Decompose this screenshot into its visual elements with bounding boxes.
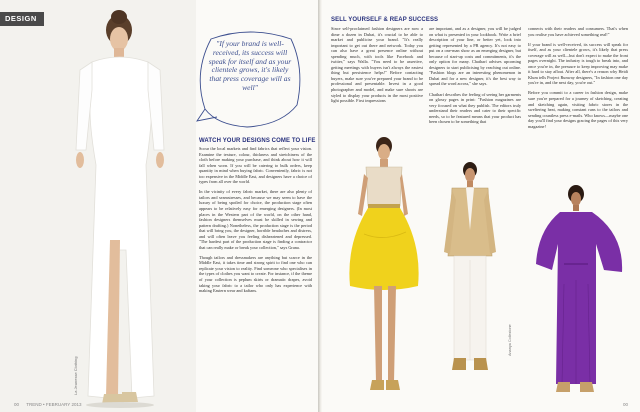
page-number: 00	[14, 402, 20, 407]
issue-label: TREND • FEBRUARY 2013	[26, 402, 82, 407]
paragraph: In the vicinity of every fabric market, there are also plenty of tailors and seamstresses, and because we may seem to have the luxury of being spoiled for choice, the production stage often appears to be relatively easy for emerging designers. (In most places in the Western part of the world, on the other hand, fashion designers themselves must be skilled in sewing and pattern drafting.) Nonetheless, the production stage is the period that will bring you, the designer, horrible headaches and distress, and will often leave you feeling disheartened and depressed. "The hardest part of the production stage is finding a contractor that can really make or break your collection," says Grana.	[199, 189, 312, 250]
paragraph: connects with their readers and consumers. That's when you realise you have achieved something real!"	[528, 26, 628, 37]
model-yellow-skirt-illustration	[344, 134, 424, 406]
paragraph: Before you commit to a career in fashion design, make sure you're prepared for a journey of sketching, creating and sketching again, visiting fabric stores in the sweltering heat, making constant runs to the tailors and sending countless press e-mails. Who knows—maybe one day you'll find your designs gracing the pages of this very magazine!	[528, 90, 628, 129]
paragraph: If your brand is well-received, its success will speak for itself, and as your clientele grows, it's likely that press coverage will as well—but don't expect to make the front pages overnight. The industry is tough to break into, and once you're in, the pressure to keep improving may make it hard to stay afloat. After all, there's a reason why Heidi Klum tells Project Runway designers, "In fashion one day you're in, and the next day, you're out."	[528, 41, 628, 86]
folio-left	[14, 402, 81, 407]
article-body-left	[199, 146, 312, 298]
model-white-gown-illustration	[0, 0, 196, 412]
section-label: DESIGN	[0, 12, 44, 26]
article-col-3	[528, 26, 628, 134]
article-heading-sell-yourself: SELL YOURSELF & REAP SUCCESS	[331, 17, 439, 23]
paragraph: Scour the local markets and find fabrics that reflect your vision. Examine the texture, colour, thickness and stretchiness of the cloth before making your purchase, and think about how it will fall when worn. If you will be catering to bulk orders, keep quantity in mind when buying fabric. Conveniently, fabric is not too expensive in the Middle East, and designers have a choice of types from all over the world.	[199, 146, 312, 185]
paragraph: Since self-proclaimed fashion designers are now a dime a dozen in Dubai, it's crucial to be able to market and publicise your brand. "It's really important to get out there and network. Today you can also have a great presence online without spending much, with tools like Facebook and twitter," says Walla. "You need to be assertive, getting meetings with buyers isn't always the easiest thing but persistence helps!" Before contacting buyers, make sure you've prepared your brand to be professional and presentable. Invest in a good photographer and model, and make sure shoots are styled to display your products in the most positive light possible. First impressions	[331, 26, 423, 104]
article-col-2	[429, 26, 521, 129]
model-credit: Ananya Collezione	[508, 324, 512, 356]
right-page	[322, 0, 640, 412]
paragraph: are important, and as a designer, you will be judged on what is presented in your lookbook. Write a brief description of your line, or better yet, look into getting represented by a PR agency. It's not easy to put on a one-man show as an emerging designer, but because of start-up costs and commitments, it's the only option for many. Chatharí advises upcoming designers to start publicising by reaching out online. "Fashion blogs are an interesting phenomenon in Dubai and for a new designer, it's the best way to spread the word across," she says.	[429, 26, 521, 87]
model-purple-dress-illustration	[534, 184, 630, 396]
folio-right: 00	[622, 402, 628, 407]
article-heading-watch-designs: WATCH YOUR DESIGNS COME TO LIFE	[199, 138, 316, 144]
pull-quote: "If your brand is well-received, its success will speak for itself and as your clientele grows, it's likely that press coverage will as well"	[208, 39, 292, 92]
paragraph: Though tailors and dressmakers are anything but scarce in the Middle East, it takes time and strong spirit to find one who can replicate your vision to reality. Find someone who specialises in the types of clothes you want to create. For instance, if the theme of your collection is peplum skirts or dramatic drapes, avoid taking your fabric to a tailor who only has experience with making Eastern wear and kaftans.	[199, 254, 312, 294]
photo-credit: La Jeunesse Clothing	[73, 356, 78, 395]
paragraph: Chatharí describes the feeling of seeing her garments on glossy pages in print: "Fashion magazines are very focused on what they publish. The editors truly understand their readers and cater to their specific needs, so to be featured means that your product has been chosen to be something that	[429, 91, 521, 125]
article-col-1	[331, 26, 423, 108]
model-photo-white-gown	[0, 0, 196, 412]
model-blazer-illustration	[438, 160, 502, 382]
